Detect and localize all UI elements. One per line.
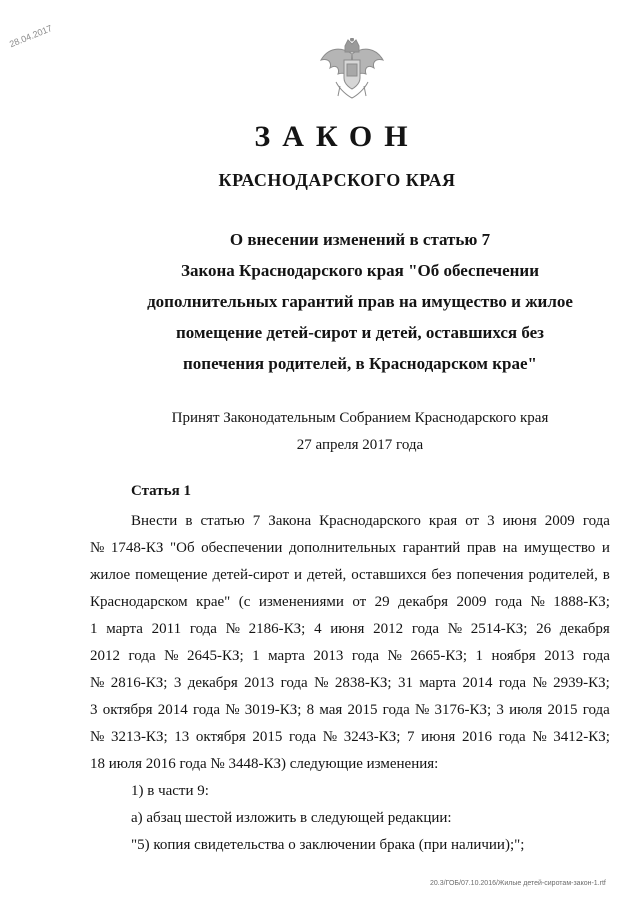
paragraph-word: № [530,594,545,610]
paragraph-word: 2013 [313,648,344,664]
paragraph-word: июля [509,702,543,718]
paragraph-word: декабря [559,621,610,637]
paragraph-word: от [352,594,367,610]
paragraph-word: года [582,513,610,529]
paragraph-word: марта [419,675,457,691]
paragraph-word: 29 [374,594,390,610]
paragraph-word: 2514-КЗ; [470,621,528,637]
paragraph-word: октября [102,702,153,718]
paragraph-word: 3 [496,702,504,718]
paragraph-word: 3 [90,702,98,718]
paragraph-word: № [532,729,547,745]
paragraph-word: июня [330,621,365,637]
adoption-body: Принят Законодательным Собранием Краснодарского края [171,410,549,426]
article-heading: Статья 1 [131,483,191,499]
paragraph-word: и [293,567,302,583]
amendment-item: а) абзац шестой изложить в следующей редакции: [131,810,452,826]
paragraph-word: 1 [475,648,484,664]
subject-line: Закона Краснодарского края "Об обеспечении [180,261,540,280]
paragraph-word: крае" [196,594,231,610]
paragraph-word: 2186-КЗ; [248,621,306,637]
paragraph-word: № [415,702,430,718]
paragraph-word: 2014 [157,702,188,718]
paragraph-word: 2009 [544,513,575,529]
paragraph-word: года [280,675,308,691]
paragraph-line [90,670,610,697]
paragraph-word: 8 [306,702,315,718]
paragraph-word: марта [106,621,143,637]
paragraph-word: помещение [135,567,208,583]
paragraph-word: года [498,675,527,691]
article-body [90,508,610,859]
paragraph-word: 2015 [347,702,378,718]
paragraph-word: в [185,513,193,529]
paragraph-line [90,589,610,616]
paragraph-word: "Об [169,540,195,556]
paragraph-word: (с [238,594,251,610]
paragraph-word: 2816-КЗ; [110,675,168,691]
paragraph-line [90,508,610,535]
paragraph-word: попечения [456,567,524,583]
subject-line: О внесении изменений в статью 7 [229,230,491,249]
paragraph-word: № [164,648,179,664]
paragraph-line [90,562,610,589]
paragraph-word: года [582,648,610,664]
paragraph-word: № [387,648,402,664]
article-paragraph [90,508,610,751]
paragraph-word: мая [319,702,343,718]
paragraph-word: статью [200,513,245,529]
amendment-item: "5) копия свидетельства о заключении брака (при наличии);"; [131,837,525,853]
paragraph-word: года [192,702,221,718]
paragraph-word: 1 [90,621,98,637]
law-title: ЗАКОН [254,120,420,153]
paragraph-word: октября [195,729,246,745]
paragraph-word: года [382,702,410,718]
paragraph-line: 18 июля 2016 года № 3448-КЗ) следующие изменения: [90,756,439,772]
paragraph-word: ноября [491,648,536,664]
paragraph-word: года [289,729,317,745]
adoption-date: 27 апреля 2017 года [296,437,424,453]
paragraph-word: № [90,540,105,556]
paragraph-word: 2013 [244,675,275,691]
paragraph-word: 2011 [151,621,182,637]
paragraph-word: 3019-КЗ; [244,702,302,718]
adoption-info [100,405,620,459]
paragraph-word: 31 [397,675,413,691]
paragraph-word: 3213-КЗ; [110,729,168,745]
paragraph-word: 3243-КЗ; [343,729,401,745]
paragraph-word: 2009 [456,594,487,610]
paragraph-word: края [428,513,458,529]
paragraph-word: 2016 [461,729,492,745]
paragraph-word: года [498,729,526,745]
paragraph-word: 1748-КЗ [110,540,164,556]
paragraph-word: № [225,702,240,718]
paragraph-word: на [502,540,518,556]
paragraph-word: года [128,648,156,664]
paragraph-word: детей, [306,567,347,583]
paragraph-word: 1888-КЗ; [553,594,610,610]
paragraph-word: 2014 [462,675,493,691]
paragraph-word: 1 [252,648,260,664]
amendment-item: 1) в части 9: [131,783,209,799]
paragraph-word: 3 [487,513,495,529]
paragraph-word: 7 [252,513,261,529]
paragraph-line [90,697,610,724]
subject-line: дополнительных гарантий прав на имущество и жилое [147,292,573,311]
paragraph-word: года [351,648,380,664]
paragraph-word: 2012 [90,648,120,664]
coat-of-arms-icon [318,38,386,100]
paragraph-word: марта [268,648,305,664]
paragraph-word: 7 [407,729,415,745]
paragraph-line [90,724,610,751]
paragraph-word: 13 [174,729,190,745]
paragraph-word: Краснодарского [319,513,421,529]
file-path-footer: 20.3/ГОБ/07.10.2016/Жилые детей-сиротам-закон-1.rtf [430,880,606,887]
paragraph-word: 3176-КЗ; [434,702,492,718]
paragraph-word: № [447,621,462,637]
paragraph-word: имущество [524,540,596,556]
paragraph-word: 2939-КЗ; [553,675,610,691]
subject-line: попечения родителей, в Краснодарском крае" [183,354,537,373]
paragraph-word: 2645-КЗ; [186,648,244,664]
paragraph-word: № [532,675,547,691]
paragraph-word: июня [502,513,537,529]
paragraph-line [90,643,610,670]
paragraph-word: года [411,621,439,637]
paragraph-word: года [582,702,610,718]
paragraph-word: родителей, [528,567,598,583]
paragraph-line [90,616,610,643]
paragraph-word: прав [466,540,497,556]
paragraph-word: 3 [173,675,182,691]
paragraph-word: гарантий [402,540,461,556]
law-subject [100,224,620,379]
paragraph-word: оставшихся [351,567,427,583]
paragraph-word: 4 [314,621,322,637]
paragraph-word: обеспечении [201,540,283,556]
paragraph-word: 2013 [544,648,575,664]
paragraph-word: № [322,729,338,745]
paragraph-word: 2665-КЗ; [410,648,468,664]
paragraph-word: Краснодарском [90,594,188,610]
region-title: КРАСНОДАРСКОГО КРАЯ [218,170,456,190]
paragraph-word: 2015 [252,729,283,745]
paragraph-word: декабря [187,675,238,691]
paragraph-word: без [431,567,452,583]
paragraph-word: и [601,540,610,556]
paragraph-word: 3412-КЗ; [553,729,610,745]
paragraph-word: 2012 [373,621,404,637]
paragraph-word: Внести [131,513,178,529]
paragraph-word: изменениями [258,594,344,610]
subject-line: помещение детей-сирот и детей, оставшихся без [175,323,544,342]
paragraph-word: от [465,513,480,529]
paragraph-word: в [602,567,610,583]
paragraph-word: детей-сирот [212,567,290,583]
paragraph-word: года [189,621,217,637]
handwritten-note: 28.04.2017 [8,23,54,50]
paragraph-word: дополнительных [288,540,397,556]
paragraph-word: № [90,729,105,745]
paragraph-word: июня [421,729,456,745]
paragraph-word: № [314,675,329,691]
paragraph-word: 2838-КЗ; [334,675,392,691]
paragraph-word: года [494,594,523,610]
paragraph-word: жилое [90,567,131,583]
paragraph-word: № [225,621,240,637]
paragraph-word: декабря [398,594,449,610]
paragraph-line [90,535,610,562]
paragraph-word: 2015 [547,702,578,718]
paragraph-word: 26 [536,621,552,637]
paragraph-word: Закона [268,513,312,529]
paragraph-word: № [90,675,105,691]
